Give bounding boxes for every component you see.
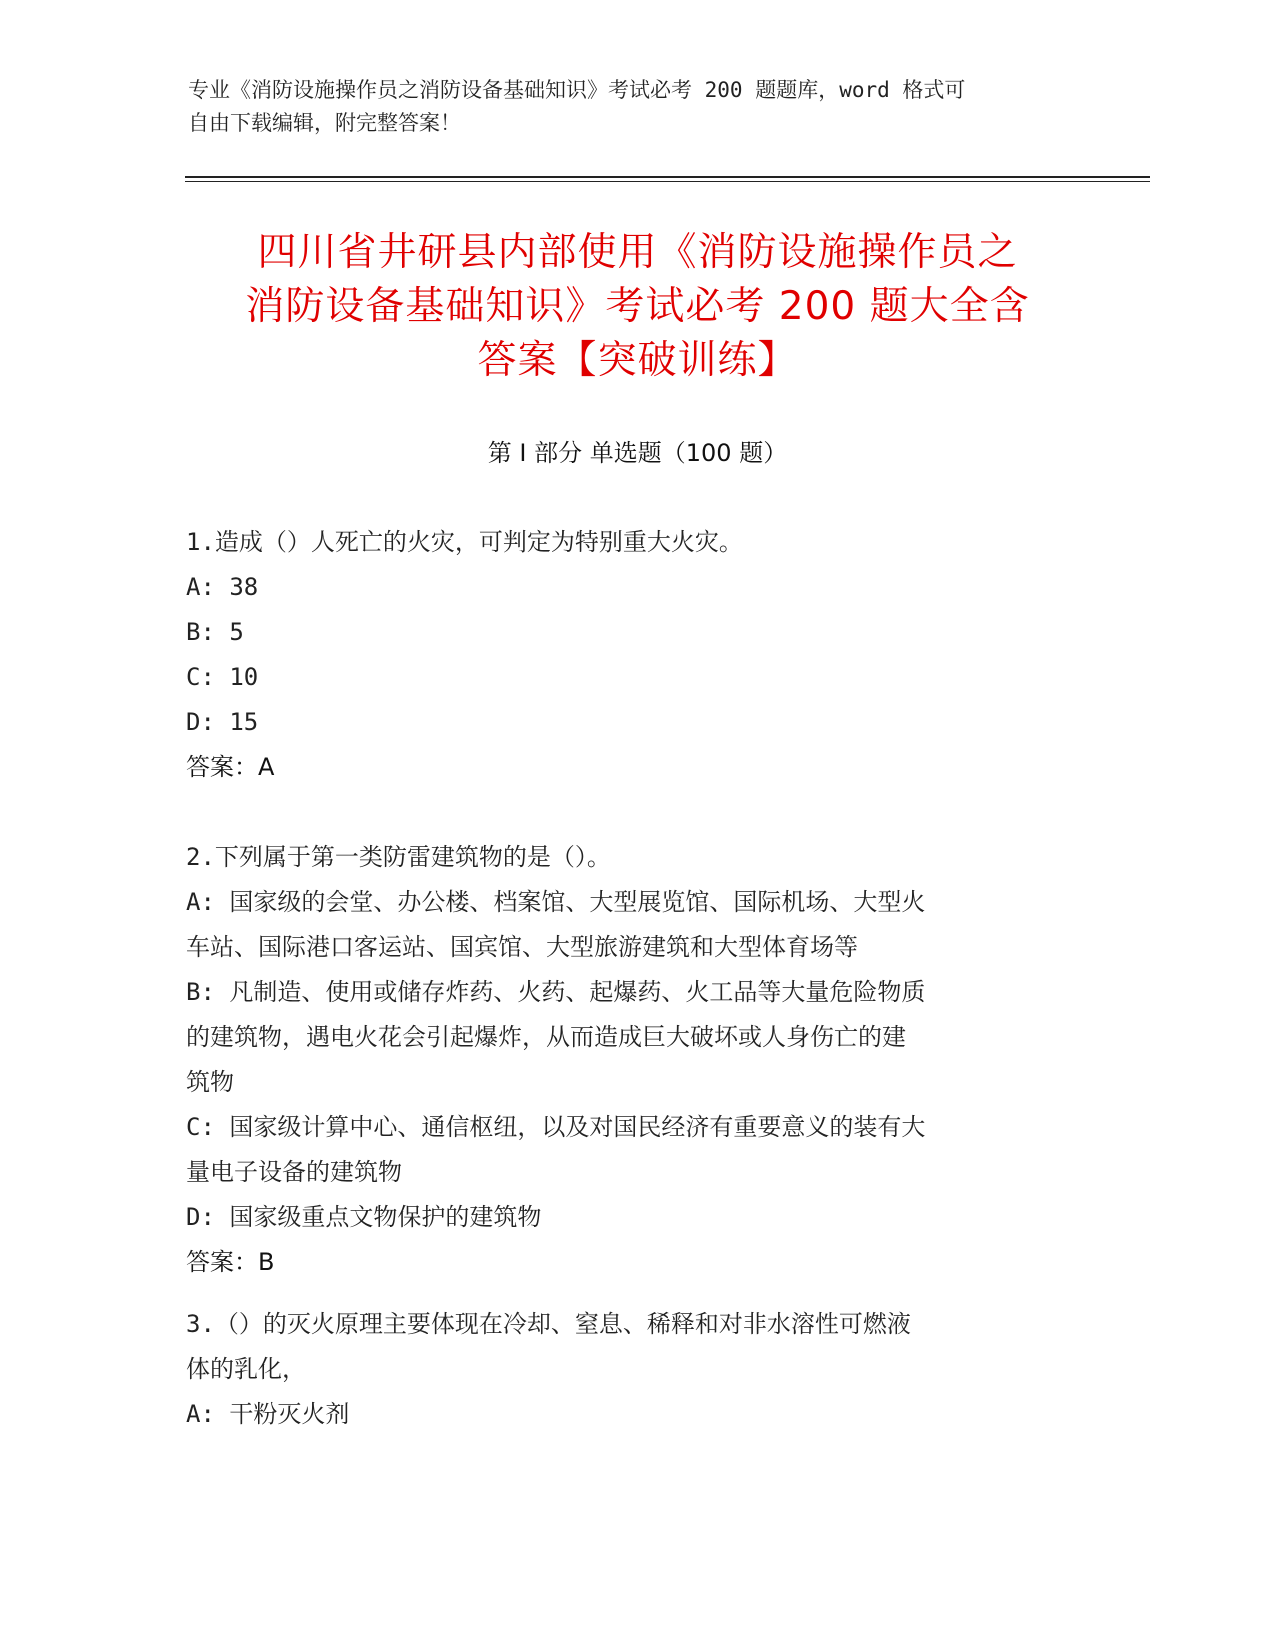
answer-label: 答案：A <box>186 753 275 781</box>
answer-label: 答案：B <box>186 1248 275 1276</box>
option-c: C: 10 <box>186 663 259 691</box>
option-b: B: 5 <box>186 618 244 646</box>
document-title-line: 四川省井研县内部使用《消防设施操作员之 <box>257 230 1018 275</box>
header-note-line: 自由下载编辑，附完整答案！ <box>188 111 461 135</box>
question-item <box>186 1302 1066 1437</box>
option-a: A: 38 <box>186 573 259 601</box>
option-d: D: 国家级重点文物保护的建筑物 <box>186 1203 542 1231</box>
document-title <box>190 226 1085 388</box>
question-item <box>186 835 1066 1285</box>
document-title-line: 消防设备基础知识》考试必考 200 题大全含 <box>245 284 1030 329</box>
header-note-line: 专业《消防设施操作员之消防设备基础知识》考试必考 200 题题库，word 格式可 <box>188 78 966 102</box>
question-item <box>186 520 1066 790</box>
option-d: D: 15 <box>186 708 259 736</box>
document-title-line: 答案【突破训练】 <box>477 338 798 383</box>
option-c-continued: 量电子设备的建筑物 <box>186 1158 402 1186</box>
header-note <box>188 74 1068 140</box>
header-divider-thin <box>185 181 1150 182</box>
section-heading: 第 I 部分 单选题（100 题） <box>487 439 788 467</box>
question-stem: 2.下列属于第一类防雷建筑物的是（）。 <box>186 843 611 871</box>
option-a: A: 国家级的会堂、办公楼、档案馆、大型展览馆、国际机场、大型火 <box>186 888 926 916</box>
option-b: B: 凡制造、使用或储存炸药、火药、起爆药、火工品等大量危险物质 <box>186 978 926 1006</box>
option-b-continued: 的建筑物，遇电火花会引起爆炸，从而造成巨大破坏或人身伤亡的建 <box>186 1023 906 1051</box>
option-a-continued: 车站、国际港口客运站、国宾馆、大型旅游建筑和大型体育场等 <box>186 933 858 961</box>
question-stem: 3.（）的灭火原理主要体现在冷却、窒息、稀释和对非水溶性可燃液 <box>186 1310 911 1338</box>
option-c: C: 国家级计算中心、通信枢纽，以及对国民经济有重要意义的装有大 <box>186 1113 926 1141</box>
question-stem-continued: 体的乳化， <box>186 1355 306 1383</box>
option-a: A: 干粉灭火剂 <box>186 1400 350 1428</box>
option-b-continued: 筑物 <box>186 1068 234 1096</box>
header-divider <box>185 176 1150 178</box>
question-stem: 1.造成（）人死亡的火灾，可判定为特别重大火灾。 <box>186 528 743 556</box>
